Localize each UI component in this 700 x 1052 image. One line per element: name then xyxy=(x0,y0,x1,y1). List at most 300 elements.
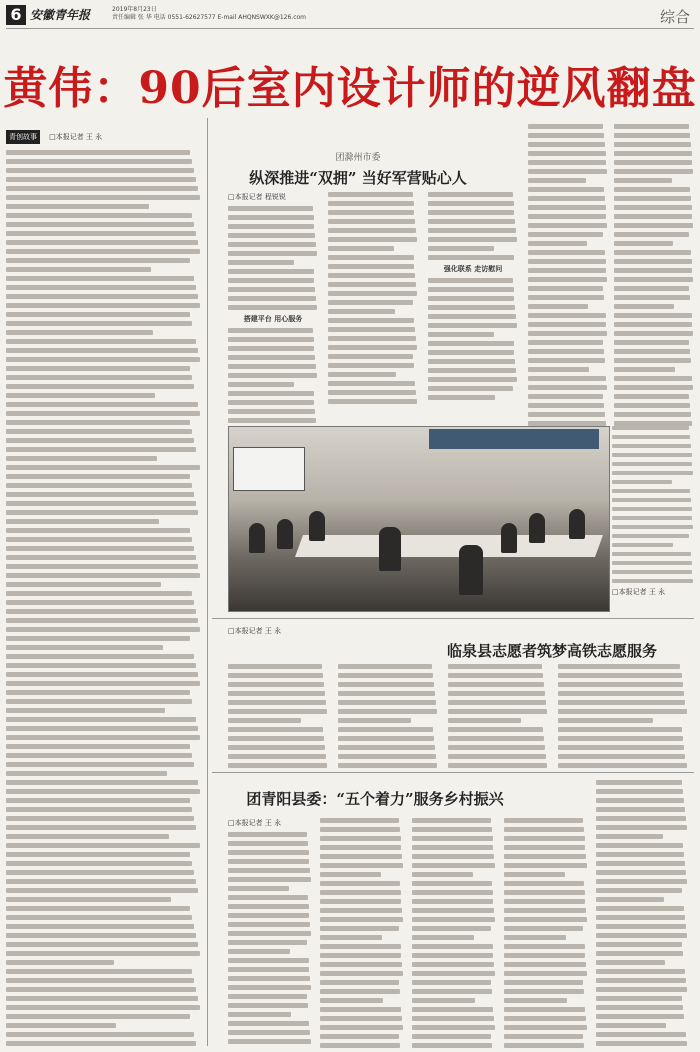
article1-col3-text2 xyxy=(428,278,518,400)
text-line xyxy=(6,852,190,857)
text-line xyxy=(338,682,434,687)
text-line xyxy=(338,754,436,759)
text-line xyxy=(412,827,492,832)
text-line xyxy=(614,340,689,345)
text-line xyxy=(320,1025,403,1030)
text-line xyxy=(528,322,606,327)
text-line xyxy=(320,917,403,922)
text-line xyxy=(228,967,309,972)
text-line xyxy=(504,827,584,832)
text-line xyxy=(228,1003,308,1008)
text-line xyxy=(6,375,192,380)
text-line xyxy=(528,205,606,210)
text-line xyxy=(428,395,495,400)
text-line xyxy=(614,295,690,300)
text-line xyxy=(328,228,416,233)
text-line xyxy=(612,561,692,565)
text-line xyxy=(614,187,690,192)
article3-col1-lines xyxy=(228,832,312,1044)
text-line xyxy=(6,537,192,542)
text-line xyxy=(448,763,547,768)
article1-col1 xyxy=(228,192,318,436)
text-line xyxy=(612,435,690,439)
text-line xyxy=(6,528,190,533)
text-line xyxy=(228,328,313,333)
text-line xyxy=(328,309,395,314)
text-line xyxy=(412,863,495,868)
paper-name: 安徽青年报 xyxy=(30,8,91,22)
text-line xyxy=(6,807,192,812)
text-line xyxy=(596,816,686,821)
text-line xyxy=(228,242,316,247)
text-line xyxy=(612,570,692,574)
text-line xyxy=(614,358,691,363)
text-line xyxy=(228,215,314,220)
text-line xyxy=(6,411,200,416)
text-line xyxy=(614,394,689,399)
text-line xyxy=(504,899,585,904)
text-line xyxy=(228,718,301,723)
text-line xyxy=(320,899,401,904)
text-line xyxy=(558,691,684,696)
text-line xyxy=(6,357,200,362)
text-line xyxy=(228,994,307,999)
article1-title: 纵深推进“双拥” 当好军营贴心人 xyxy=(249,169,467,187)
text-line xyxy=(412,980,491,985)
article2-heading xyxy=(410,640,694,661)
caption-text xyxy=(612,426,694,583)
text-line xyxy=(596,1014,684,1019)
text-line xyxy=(412,1034,491,1039)
text-line xyxy=(528,268,606,273)
text-line xyxy=(6,492,194,497)
text-line xyxy=(412,1007,493,1012)
text-line xyxy=(228,904,309,909)
text-line xyxy=(328,345,417,350)
text-line xyxy=(6,366,190,371)
text-line xyxy=(504,1034,583,1039)
text-line xyxy=(320,989,400,994)
text-line xyxy=(428,341,514,346)
lead-byline: □本报记者 王 永 xyxy=(49,133,103,141)
text-line xyxy=(328,354,413,359)
article1-col5-text xyxy=(614,124,694,426)
text-line xyxy=(6,321,192,326)
text-line xyxy=(596,1041,687,1046)
text-line xyxy=(228,940,307,945)
text-line xyxy=(320,890,401,895)
text-line xyxy=(528,304,588,309)
text-line xyxy=(228,418,316,423)
text-line xyxy=(528,142,605,147)
text-line xyxy=(412,872,473,877)
text-line xyxy=(528,331,607,336)
text-line xyxy=(428,377,517,382)
text-line xyxy=(614,313,692,318)
text-line xyxy=(528,286,603,291)
text-line xyxy=(228,868,310,873)
text-line xyxy=(6,744,190,749)
text-line xyxy=(504,1016,586,1021)
text-line xyxy=(504,926,583,931)
text-line xyxy=(428,201,514,206)
text-line xyxy=(228,895,308,900)
text-line xyxy=(6,672,198,677)
text-line xyxy=(612,579,693,583)
text-line xyxy=(320,998,383,1003)
text-line xyxy=(428,246,494,251)
text-line xyxy=(614,304,674,309)
text-line xyxy=(328,327,415,332)
text-line xyxy=(504,890,585,895)
conference-table xyxy=(295,535,603,557)
text-line xyxy=(596,798,684,803)
text-line xyxy=(528,160,606,165)
attendee xyxy=(501,523,517,553)
text-line xyxy=(448,709,547,714)
text-line xyxy=(428,228,516,233)
text-line xyxy=(596,960,665,965)
text-line xyxy=(412,818,491,823)
text-line xyxy=(504,1007,585,1012)
text-line xyxy=(6,159,192,164)
text-line xyxy=(228,850,309,855)
text-line xyxy=(528,295,604,300)
text-line xyxy=(338,691,435,696)
article2-text2 xyxy=(338,664,438,772)
text-line xyxy=(558,736,683,741)
article1-col4 xyxy=(528,124,608,430)
text-line xyxy=(320,1016,402,1021)
text-line xyxy=(228,224,314,229)
text-line xyxy=(228,709,327,714)
text-line xyxy=(228,691,325,696)
text-line xyxy=(528,151,606,156)
article1-byline: □本报记者 程锐锐 xyxy=(228,193,286,201)
text-line xyxy=(558,718,653,723)
text-line xyxy=(228,382,294,387)
text-line xyxy=(6,267,151,272)
text-line xyxy=(596,987,687,992)
text-line xyxy=(228,409,315,414)
page-headline: 黄伟：90后室内设计师的逆风翻盘 xyxy=(3,63,697,114)
text-line xyxy=(412,953,493,958)
article3-col2-lines xyxy=(320,818,404,1048)
text-line xyxy=(596,834,663,839)
text-line xyxy=(504,818,583,823)
text-line xyxy=(596,852,684,857)
text-line xyxy=(428,287,514,292)
text-line xyxy=(504,944,585,949)
text-line xyxy=(228,673,323,678)
text-line xyxy=(328,363,414,368)
text-line xyxy=(528,250,605,255)
text-line xyxy=(228,251,317,256)
text-line xyxy=(558,763,687,768)
text-line xyxy=(228,337,314,342)
photo-caption xyxy=(612,426,694,601)
section-divider xyxy=(212,618,694,619)
text-line xyxy=(328,300,413,305)
text-line xyxy=(6,951,200,956)
text-line xyxy=(412,971,495,976)
article1-col4-text xyxy=(528,124,608,426)
text-line xyxy=(228,664,322,669)
text-line xyxy=(320,971,403,976)
text-line xyxy=(428,332,494,337)
text-line xyxy=(596,969,685,974)
text-line xyxy=(228,400,314,405)
text-line xyxy=(6,933,196,938)
text-line xyxy=(228,346,314,351)
text-line xyxy=(338,736,434,741)
text-line xyxy=(320,1007,401,1012)
text-line xyxy=(612,552,691,556)
text-line xyxy=(412,998,475,1003)
text-line xyxy=(412,899,493,904)
text-line xyxy=(228,1039,311,1044)
text-line xyxy=(320,845,401,850)
text-line xyxy=(428,278,513,283)
text-line xyxy=(412,1016,494,1021)
text-line xyxy=(6,303,200,308)
text-line xyxy=(558,700,685,705)
article3-col3 xyxy=(412,818,496,1052)
article1-col2-text xyxy=(328,192,418,404)
text-line xyxy=(6,762,194,767)
text-line xyxy=(6,924,194,929)
text-line xyxy=(504,980,583,985)
text-line xyxy=(6,195,200,200)
text-line xyxy=(614,142,691,147)
text-line xyxy=(596,843,683,848)
text-line xyxy=(6,483,192,488)
text-line xyxy=(448,727,543,732)
text-line xyxy=(504,854,586,859)
text-line xyxy=(6,393,155,398)
text-line xyxy=(428,359,515,364)
text-line xyxy=(328,219,415,224)
text-line xyxy=(614,196,691,201)
text-line xyxy=(614,277,693,282)
text-line xyxy=(504,935,566,940)
text-line xyxy=(412,989,492,994)
text-line xyxy=(320,1034,399,1039)
text-line xyxy=(412,845,493,850)
text-line xyxy=(320,953,401,958)
text-line xyxy=(6,510,198,515)
article2-text1-lines xyxy=(228,664,328,768)
text-line xyxy=(596,915,685,920)
text-line xyxy=(504,881,584,886)
text-line xyxy=(596,933,687,938)
masthead xyxy=(6,4,694,29)
text-line xyxy=(228,700,326,705)
text-line xyxy=(6,816,194,821)
attendee xyxy=(277,519,293,549)
text-line xyxy=(228,287,315,292)
text-line xyxy=(228,922,310,927)
text-line xyxy=(320,872,381,877)
text-line xyxy=(6,798,190,803)
text-line xyxy=(320,1043,400,1048)
text-line xyxy=(428,219,515,224)
meeting-photo xyxy=(228,426,610,612)
text-line xyxy=(328,255,414,260)
meeting-banner xyxy=(429,429,599,449)
text-line xyxy=(320,908,402,913)
text-line xyxy=(528,196,605,201)
article3-byline: □本报记者 王 永 xyxy=(228,819,282,827)
text-line xyxy=(528,214,606,219)
text-line xyxy=(614,178,672,183)
text-line xyxy=(614,385,693,390)
text-line xyxy=(228,278,314,283)
text-line xyxy=(6,582,161,587)
text-line xyxy=(528,241,587,246)
text-line xyxy=(228,745,325,750)
text-line xyxy=(528,376,606,381)
text-line xyxy=(320,827,400,832)
text-line xyxy=(412,962,494,967)
text-line xyxy=(228,886,289,891)
article1-heading xyxy=(228,150,488,188)
text-line xyxy=(6,330,153,335)
text-line xyxy=(328,381,415,386)
text-line xyxy=(320,980,399,985)
text-line xyxy=(558,664,680,669)
attendee xyxy=(379,527,401,571)
text-line xyxy=(596,825,687,830)
text-line xyxy=(228,373,317,378)
text-line xyxy=(6,1014,190,1019)
text-line xyxy=(614,250,691,255)
text-line xyxy=(614,331,693,336)
text-line xyxy=(228,305,317,310)
text-line xyxy=(6,240,198,245)
attendee xyxy=(529,513,545,543)
text-line xyxy=(6,609,196,614)
text-line xyxy=(328,264,414,269)
text-line xyxy=(504,989,584,994)
text-line xyxy=(6,420,190,425)
text-line xyxy=(596,996,682,1001)
text-line xyxy=(6,987,196,992)
text-line xyxy=(6,600,194,605)
text-line xyxy=(596,861,685,866)
text-line xyxy=(6,681,200,686)
text-line xyxy=(6,555,196,560)
text-line xyxy=(612,471,693,475)
text-line xyxy=(528,232,603,237)
text-line xyxy=(338,673,433,678)
column-tag: 青创故事 xyxy=(6,130,40,144)
text-line xyxy=(6,501,196,506)
text-line xyxy=(614,169,693,174)
text-line xyxy=(612,534,689,538)
text-line xyxy=(328,390,416,395)
text-line xyxy=(412,890,493,895)
text-line xyxy=(412,935,474,940)
text-line xyxy=(612,480,672,484)
text-line xyxy=(6,285,196,290)
text-line xyxy=(320,962,402,967)
text-line xyxy=(528,313,606,318)
text-line xyxy=(228,269,314,274)
masthead-meta xyxy=(112,6,432,22)
text-line xyxy=(6,474,190,479)
article1-col5 xyxy=(614,124,694,430)
text-line xyxy=(6,339,196,344)
text-line xyxy=(320,944,401,949)
text-line xyxy=(228,260,294,265)
text-line xyxy=(612,462,692,466)
text-line xyxy=(6,456,157,461)
text-line xyxy=(596,789,683,794)
text-line xyxy=(6,843,200,848)
text-line xyxy=(528,349,604,354)
article2-col1 xyxy=(228,626,308,640)
text-line xyxy=(6,735,200,740)
text-line xyxy=(228,1012,291,1017)
text-line xyxy=(596,1032,686,1037)
text-line xyxy=(528,187,604,192)
text-line xyxy=(448,682,544,687)
text-line xyxy=(328,237,417,242)
text-line xyxy=(614,367,675,372)
text-line xyxy=(614,349,690,354)
text-line xyxy=(6,699,192,704)
text-line xyxy=(6,834,169,839)
text-line xyxy=(6,825,196,830)
text-line xyxy=(448,718,521,723)
article1-col1-text xyxy=(228,206,318,310)
text-line xyxy=(320,836,401,841)
text-line xyxy=(320,926,399,931)
text-line xyxy=(504,998,567,1003)
text-line xyxy=(614,133,690,138)
text-line xyxy=(528,223,607,228)
text-line xyxy=(614,232,689,237)
text-line xyxy=(6,213,192,218)
text-line xyxy=(528,277,607,282)
text-line xyxy=(6,942,198,947)
text-line xyxy=(596,807,685,812)
text-line xyxy=(6,636,190,641)
attendee xyxy=(459,545,483,595)
text-line xyxy=(338,700,436,705)
text-line xyxy=(614,151,692,156)
lead-body-text xyxy=(6,150,202,1046)
text-line xyxy=(448,700,546,705)
text-line xyxy=(6,312,190,317)
text-line xyxy=(228,958,309,963)
text-line xyxy=(338,664,432,669)
masthead-contact: 责任编辑 张 华 电话 0551-62627577 E-mail AHQNSWXK@126.com xyxy=(112,14,307,21)
text-line xyxy=(320,854,402,859)
text-line xyxy=(614,376,692,381)
article3-col1 xyxy=(228,818,312,1048)
text-line xyxy=(6,276,194,281)
text-line xyxy=(614,241,673,246)
text-line xyxy=(614,259,692,264)
text-line xyxy=(412,881,492,886)
text-line xyxy=(596,906,684,911)
text-line xyxy=(6,249,200,254)
text-line xyxy=(328,372,396,377)
text-line xyxy=(6,204,149,209)
text-line xyxy=(614,268,692,273)
